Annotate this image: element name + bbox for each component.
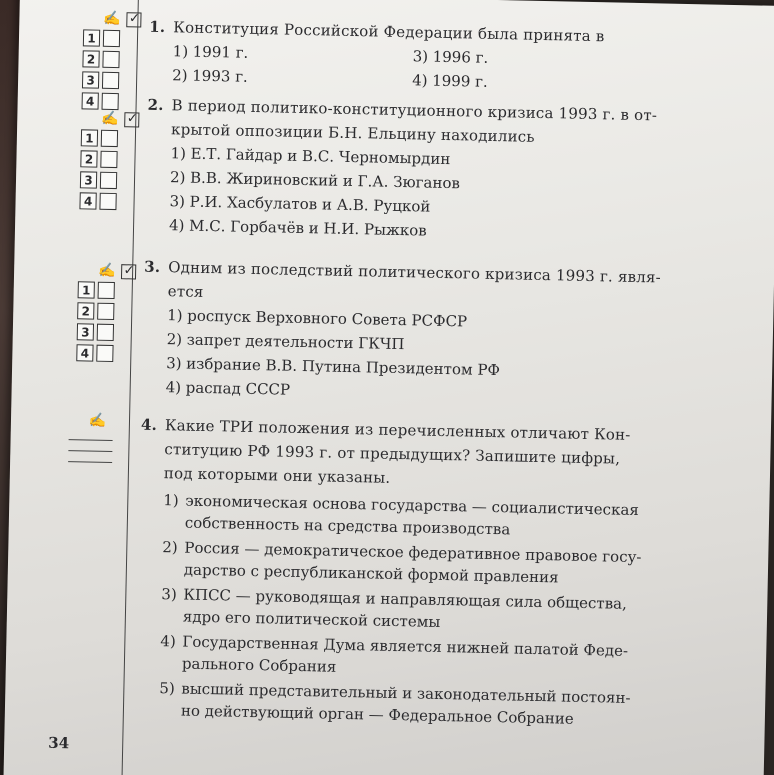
- question-line: Конституция Российской Федерации была принята в: [173, 18, 605, 46]
- answer-checkbox[interactable]: [100, 151, 117, 168]
- option-line: собственность на средства производства: [184, 513, 511, 539]
- question-4: [135, 413, 701, 736]
- option-text: роспуск Верховного Совета РСФСР: [187, 306, 468, 331]
- option-line: Россия — демократическое федеративное правовое госу-: [184, 538, 642, 567]
- option-list: [165, 303, 703, 410]
- question-line: ется: [167, 282, 204, 301]
- option-line: ядро его политической системы: [182, 607, 441, 631]
- option-text: запрет деятельности ГКЧП: [186, 330, 405, 354]
- answer-row[interactable]: [77, 300, 136, 322]
- answer-checkbox[interactable]: [96, 345, 113, 362]
- option: [160, 630, 697, 685]
- question-2: [145, 93, 708, 249]
- option-number: 5): [159, 679, 176, 698]
- option-number: 2): [162, 538, 178, 557]
- answer-checkbox[interactable]: [102, 51, 119, 68]
- answer-row[interactable]: [81, 127, 140, 149]
- option-text: В.В. Жириновский и Г.А. Зюганов: [189, 168, 461, 193]
- question-line: Одним из последствий политического кризиса 1993 г. явля-: [168, 258, 662, 287]
- option-text: Е.Т. Гайдар и В.С. Черномырдин: [190, 144, 451, 169]
- answer-number: 4: [79, 192, 96, 209]
- option-text: избрание В.В. Путина Президентом РФ: [186, 354, 501, 380]
- option-number: 1): [163, 491, 179, 510]
- answer-checkbox[interactable]: [98, 282, 115, 299]
- answer-number: 1: [78, 281, 95, 298]
- option-line: КПСС — руководящая и направляющая сила общества,: [183, 585, 628, 613]
- option-list: [159, 489, 700, 732]
- option-text: М.С. Горбачёв и Н.И. Рыжков: [188, 216, 427, 240]
- option-line: экономическая основа государства — социалистическая: [185, 491, 640, 520]
- answer-header: [78, 261, 137, 280]
- checkbox-icon: ✓: [121, 264, 136, 279]
- option-text: [183, 584, 627, 637]
- question-1: [148, 15, 709, 99]
- option: [161, 583, 698, 638]
- answer-grid-q1: [81, 9, 142, 112]
- option-number: 2): [166, 330, 183, 349]
- answer-header: [81, 109, 140, 128]
- answer-row[interactable]: [80, 148, 139, 170]
- option: [162, 536, 699, 591]
- option-text: 1991 г.: [192, 42, 249, 62]
- answer-row[interactable]: [82, 48, 141, 70]
- answer-number: 4: [82, 92, 99, 109]
- answer-number: 1: [81, 129, 98, 146]
- workbook-page: [3, 0, 774, 775]
- answer-checkbox[interactable]: [97, 303, 114, 320]
- option-number: 2): [169, 168, 186, 187]
- question-line: крытой оппозиции Б.Н. Ельцину находились: [170, 120, 535, 146]
- option: [163, 489, 700, 544]
- option-text: 1993 г.: [192, 66, 248, 86]
- answer-line[interactable]: [68, 450, 112, 452]
- option-number: 2): [172, 66, 188, 85]
- option: [172, 63, 412, 92]
- option-number: 3): [169, 192, 186, 211]
- checkbox-icon: ✓: [125, 112, 140, 127]
- answer-number: 3: [77, 323, 94, 340]
- option-number: 1): [170, 144, 187, 163]
- answer-number: 4: [76, 344, 93, 361]
- option-line: дарство с республиканской формой правления: [183, 560, 559, 587]
- option-text: [182, 631, 629, 684]
- question-line: под которыми они указаны.: [163, 464, 391, 487]
- option-line: но действующий орган — Федеральное Собрание: [180, 701, 574, 728]
- page-number: 34: [48, 733, 70, 753]
- answer-row[interactable]: [80, 169, 139, 191]
- option-number: 1): [172, 42, 189, 61]
- question-number: 4.: [140, 415, 158, 434]
- answer-grid-q3: [76, 261, 137, 364]
- question-line: В период политико-конституционного кризиса 1993 г. в от-: [171, 96, 658, 125]
- answer-number: 1: [83, 29, 100, 46]
- option-line: рального Собрания: [181, 654, 337, 676]
- answer-checkbox[interactable]: [100, 172, 117, 189]
- option-text: [184, 537, 642, 591]
- question-line: Какие ТРИ положения из перечисленных отличают Кон-: [164, 416, 631, 444]
- answer-number: 3: [80, 171, 97, 188]
- question-number: 2.: [147, 95, 164, 115]
- checkbox-icon: ✓: [127, 12, 142, 27]
- pencil-icon: ✍: [97, 262, 116, 280]
- pencil-icon: ✍: [88, 412, 107, 429]
- answer-number: 2: [77, 302, 94, 319]
- option-number: 4): [160, 632, 176, 651]
- answer-line[interactable]: [69, 439, 113, 441]
- option-number: 3): [161, 585, 177, 604]
- answer-row[interactable]: [78, 279, 137, 301]
- option-text: [181, 678, 631, 731]
- question-text: [164, 413, 701, 496]
- option-text: 1996 г.: [432, 47, 489, 67]
- answer-checkbox[interactable]: [102, 72, 119, 89]
- option-number: 3): [412, 47, 429, 66]
- question-title: [140, 413, 701, 497]
- option-number: 3): [166, 354, 182, 373]
- option-text: 1999 г.: [432, 71, 488, 91]
- answer-checkbox[interactable]: [97, 324, 114, 341]
- answer-number: 2: [82, 50, 99, 67]
- answer-header: [69, 411, 113, 430]
- question-number: 1.: [149, 17, 166, 37]
- option-list: [169, 141, 707, 248]
- answer-checkbox[interactable]: [103, 30, 120, 47]
- option: [412, 68, 652, 97]
- option-list: [172, 39, 709, 98]
- option-number: 4): [165, 378, 182, 397]
- option-line: Государственная Дума является нижней палатой Феде-: [182, 632, 629, 660]
- question-3: [141, 255, 704, 411]
- option: [159, 677, 696, 732]
- answer-checkbox[interactable]: [102, 93, 119, 110]
- answer-number: 2: [80, 150, 97, 167]
- question-line: ституцию РФ 1993 г. от предыдущих? Запишите цифры,: [164, 440, 621, 468]
- answer-row[interactable]: [82, 69, 141, 91]
- option-number: 1): [167, 306, 183, 325]
- answer-header: [83, 9, 142, 28]
- question-number: 3.: [144, 257, 161, 276]
- option-text: распад СССР: [185, 378, 291, 399]
- option-number: 4): [412, 71, 428, 90]
- answer-checkbox[interactable]: [101, 130, 118, 147]
- pencil-icon: ✍: [101, 110, 119, 128]
- answer-row[interactable]: [76, 342, 135, 364]
- answer-row[interactable]: [79, 190, 138, 212]
- answer-checkbox[interactable]: [99, 193, 116, 210]
- option-text: Р.И. Хасбулатов и А.В. Руцкой: [189, 192, 431, 216]
- option-text: [185, 490, 639, 543]
- answer-number: 3: [82, 71, 99, 88]
- answer-line[interactable]: [68, 461, 112, 463]
- option-number: 4): [168, 216, 185, 235]
- write-in-area: [68, 411, 113, 463]
- pencil-icon: ✍: [103, 10, 122, 28]
- answer-row[interactable]: [77, 321, 136, 343]
- answer-row[interactable]: [83, 27, 142, 49]
- answer-grid-q2: [79, 109, 140, 212]
- option-line: высший представительный и законодательный постоян-: [181, 679, 631, 707]
